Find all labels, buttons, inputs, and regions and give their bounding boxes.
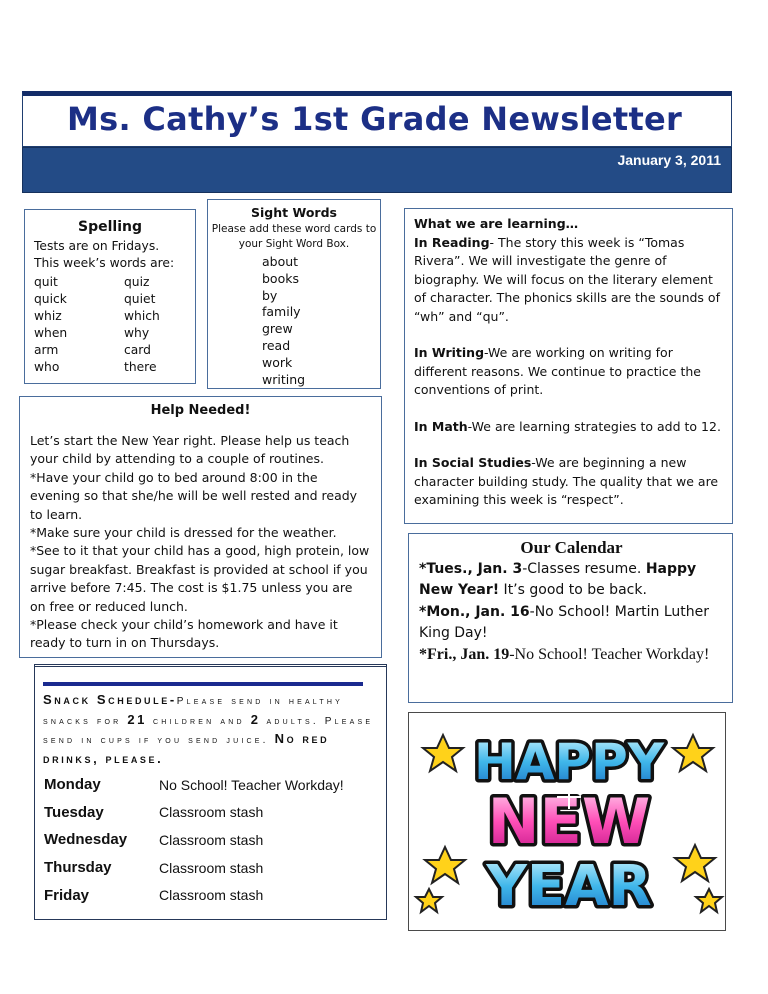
- sight-word: writing: [262, 371, 306, 387]
- spelling-word: arm: [34, 343, 59, 357]
- snack-day: Monday: [44, 776, 101, 794]
- snack-day: Tuesday: [44, 803, 104, 821]
- learning-label: In Social Studies: [414, 455, 532, 470]
- spelling-word: which: [124, 309, 160, 323]
- event-date: *Fri., Jan. 19: [419, 646, 510, 663]
- sight-words-note: Please add these word cards to your Sight Word Box.: [211, 223, 377, 250]
- snack-title: Snack Schedule-: [43, 692, 177, 707]
- event-date: *Tues., Jan. 3: [419, 561, 523, 577]
- calendar-box: [408, 533, 733, 703]
- banner-year: YEAR: [486, 854, 652, 919]
- banner-new: NEW: [487, 785, 651, 858]
- spelling-word: whiz: [34, 309, 62, 323]
- sight-word: read: [262, 337, 291, 353]
- learning-social-studies: [414, 454, 724, 510]
- snack-adult-count: 2: [250, 711, 261, 727]
- date-bar: [22, 147, 732, 193]
- happy-new-year-art: [409, 713, 727, 932]
- spelling-word: who: [34, 360, 60, 374]
- event-text: -Classes resume.: [522, 561, 646, 577]
- spelling-word: why: [124, 326, 150, 340]
- divider: [43, 682, 363, 686]
- spelling-intro: Tests are on Fridays. This week’s words are:: [34, 239, 175, 270]
- event-date: *Mon., Jan. 16: [419, 604, 530, 620]
- learning-math: [414, 418, 724, 437]
- event-text-tail: It’s good to be back.: [499, 582, 647, 598]
- spelling-word: card: [124, 343, 151, 357]
- sight-word: family: [262, 304, 301, 320]
- event-text: -No School! Teacher Workday!: [509, 646, 710, 663]
- learning-heading: What we are learning…: [414, 216, 579, 231]
- help-needed-box: [19, 396, 382, 658]
- learning-text: - The story this week is “Tomas Rivera”. We will investigate the genre of biography. We will focus on the literary element of character. The phonics skills are the sounds of “wh” and “qu”.: [414, 234, 720, 324]
- learning-reading: [414, 234, 724, 327]
- happy-new-year-graphic: [408, 712, 726, 931]
- snack-item: Classroom stash: [159, 831, 264, 848]
- sight-word-list: [262, 254, 380, 388]
- spelling-word: when: [34, 326, 68, 340]
- table-row: [44, 799, 344, 827]
- table-row: [44, 771, 344, 799]
- snack-day: Friday: [44, 886, 90, 904]
- snack-day: Wednesday: [44, 831, 128, 849]
- snack-note: No red drinks, please.: [43, 731, 330, 766]
- spelling-title: Spelling: [78, 219, 142, 235]
- sight-word: grew: [262, 321, 293, 337]
- newsletter-date: January 3, 2011: [617, 152, 721, 168]
- calendar-event: [419, 602, 724, 644]
- help-line: Let’s start the New Year right. Please help us teach your child by attending to a couple of routines.: [30, 433, 350, 467]
- banner-happy: HAPPY: [473, 733, 665, 791]
- spelling-word: quick: [34, 292, 67, 306]
- learning-label: In Math: [414, 418, 468, 434]
- spelling-word: quit: [34, 275, 58, 289]
- newsletter-title: Ms. Cathy’s 1st Grade Newsletter: [67, 100, 683, 138]
- learning-box: [404, 208, 733, 524]
- calendar-event: [419, 645, 724, 665]
- spelling-box: [24, 209, 196, 384]
- sight-words-title: Sight Words: [251, 205, 337, 220]
- snack-child-count: 21: [127, 711, 147, 727]
- snack-item: Classroom stash: [159, 804, 264, 821]
- snack-item: No School! Teacher Workday!: [159, 776, 344, 793]
- sight-word: work: [262, 354, 293, 370]
- learning-writing: [414, 344, 724, 400]
- help-line: *Make sure your child is dressed for the weather.: [30, 525, 337, 541]
- learning-text: -We are beginning a new character building study. The quality that we are examining this week is “respect”.: [414, 455, 719, 507]
- snack-schedule-box: [34, 664, 387, 920]
- snack-intro: Snack Schedule-Please send in healthy snacks for 21 children and 2 adults. Please send in cups if you send juice. No red drinks, please.: [43, 692, 374, 766]
- learning-text: -We are working on writing for different reasons. We continue to practice the conventions of print.: [414, 345, 701, 397]
- snack-item: Classroom stash: [159, 887, 264, 904]
- calendar-event: [419, 559, 724, 601]
- help-line: *See to it that your child has a good, high protein, low sugar breakfast. Breakfast is provided at school if you arrive before 7:45. The cost is $1.75 unless you are on free or reduced lunch.: [30, 543, 370, 614]
- sight-word: about: [262, 254, 299, 269]
- help-line: *Have your child go to bed around 8:00 in the evening so that she/he will be well rested and ready to learn.: [30, 469, 358, 522]
- learning-label: In Reading: [414, 234, 490, 250]
- sight-word: books: [262, 270, 299, 286]
- snack-day: Thursday: [44, 859, 112, 877]
- spelling-word: quiet: [124, 292, 156, 306]
- sight-word: by: [262, 287, 278, 303]
- table-row: [44, 881, 344, 909]
- help-needed-title: Help Needed!: [150, 403, 251, 418]
- divider: [35, 666, 386, 667]
- table-row: [44, 826, 344, 854]
- table-row: [44, 854, 344, 882]
- title-banner: [22, 91, 732, 147]
- spelling-word: there: [124, 360, 157, 374]
- learning-label: In Writing: [414, 345, 485, 360]
- spelling-word: quiz: [124, 275, 150, 289]
- spelling-word-list: [34, 274, 195, 376]
- snack-item: Classroom stash: [159, 859, 264, 876]
- event-highlight: Happy New Year!: [419, 561, 697, 598]
- sight-words-box: [207, 199, 381, 389]
- help-line: *Please check your child’s homework and have it ready to turn in on Thursdays.: [30, 617, 338, 651]
- calendar-title: Our Calendar: [520, 538, 623, 557]
- learning-text: -We are learning strategies to add to 12.: [467, 418, 721, 434]
- snack-table: [44, 771, 344, 909]
- event-text: -No School! Martin Luther King Day!: [419, 604, 710, 641]
- help-needed-body: [30, 432, 371, 653]
